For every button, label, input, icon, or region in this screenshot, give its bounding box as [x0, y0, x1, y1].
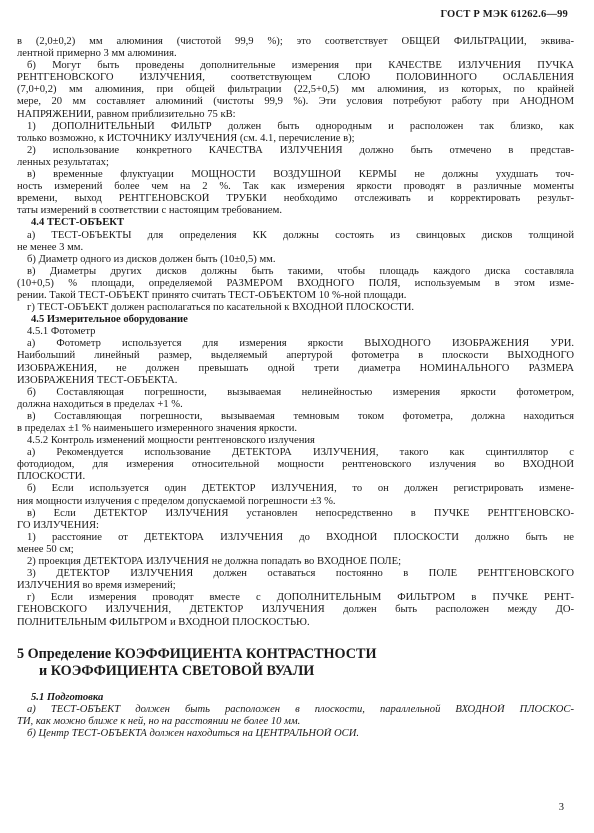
text-line: Наибольший линейный размер, выделяемый апертурой фотометра в плоскости ВЫХОДНОГО: [17, 350, 574, 362]
text-line: должна находиться в пределах +1 %.: [17, 398, 183, 410]
text-line: 2) проекция ДЕТЕКТОРА ИЗЛУЧЕНИЯ не должна попадать во ВХОДНОЕ ПОЛЕ;: [27, 556, 402, 568]
text-line: таты измерений в соответствии с настоящим требованием.: [17, 205, 282, 217]
text-line: а) Фотометр используется для измерения яркости ВЫХОДНОГО ИЗОБРАЖЕНИЯ УРИ.: [27, 338, 574, 350]
text-line: а) ТЕСТ-ОБЪЕКТЫ для определения КК должны состоять из свинцовых дисков толщиной: [27, 229, 574, 241]
text-line: менее 50 см;: [17, 543, 74, 555]
text-line: ТИ, как можно ближе к ней, но на расстоянии не более 10 мм.: [17, 715, 301, 727]
text-line: в (2,0±0,2) мм алюминия (чистотой 99,9 %); это соответствует ОБЩЕЙ ФИЛЬТРАЦИИ, эквива-: [17, 36, 574, 47]
text-line: НАПРЯЖЕНИИ, равном приблизительно 75 кВ:: [17, 108, 236, 120]
text-line: 1) расстояние от ДЕТЕКТОРА ИЗЛУЧЕНИЯ до ВХОДНОЙ ПЛОСКОСТИ должно быть не: [27, 531, 574, 543]
text-line: 4.5.1 Фотометр: [27, 326, 96, 338]
text-line: б) Центр ТЕСТ-ОБЪЕКТА должен находиться на ЦЕНТРАЛЬНОЙ ОСИ.: [27, 727, 360, 739]
text-line: ГО ИЗЛУЧЕНИЯ:: [17, 519, 100, 531]
text-line: не менее 3 мм.: [17, 241, 84, 253]
page-content: [17, 36, 574, 740]
text-line: в) временные флуктуации МОЩНОСТИ ВОЗДУШНОЙ КЕРМЫ не должны ухудшать точ-: [27, 169, 574, 181]
text-line: б) Диаметр одного из дисков должен быть (10±0,5) мм.: [27, 253, 276, 265]
text-line: ИЗОБРАЖЕНИЯ ТЕСТ-ОБЪЕКТА.: [17, 374, 178, 386]
text-line: г) Если измерения проводят вместе с ДОПОЛНИТЕЛЬНЫМ ФИЛЬТРОМ в ПУЧКЕ РЕНТ-: [27, 592, 574, 604]
text-line: г) ТЕСТ-ОБЪЕКТ должен располагаться по касательной к ВХОДНОЙ ПЛОСКОСТИ.: [27, 302, 415, 314]
text-line: ность измерений более чем на 2 %. Так как измерения яркости проводят в различные моменты: [17, 181, 574, 193]
text-line: фотодиодом, для измерения относительной мощности рентгеновского излучения во ВХОДНОЙ: [17, 459, 574, 471]
text-line: (7,0+0,2) мм алюминия, при общей фильтрации (22,5+0,5) мм алюминия, из которых, по крайней: [17, 84, 574, 96]
text-line: б) Если используется один ДЕТЕКТОР ИЗЛУЧЕНИЯ, то он должен регистрировать измене-: [27, 483, 574, 495]
text-line: а) ТЕСТ-ОБЪЕКТ должен быть расположен в плоскости, параллельной ВХОДНОЙ ПЛОСКОС-: [27, 703, 574, 715]
text-line: мере, 20 мм составляет алюминий (чистоты 99,9 %). Эти условия потребуют работу при АНОДНОМ: [17, 96, 574, 108]
text-line: 4.5 Измерительное оборудование: [31, 314, 188, 326]
text-line: 4.4 ТЕСТ-ОБЪЕКТ: [31, 217, 125, 229]
text-line: ленных результатах;: [17, 156, 109, 168]
text-line: РЕНТГЕНОВСКОГО ИЗЛУЧЕНИЯ, соответствующем СЛОЮ ПОЛОВИННОГО ОСЛАБЛЕНИЯ: [17, 72, 574, 84]
text-line: ИЗОБРАЖЕНИЯ, не должен превышать одной трети диаметра НОМИНАЛЬНОГО РАЗМЕРА: [17, 362, 574, 374]
text-line: в) Если ДЕТЕКТОР ИЗЛУЧЕНИЯ установлен непосредственно в ПУЧКЕ РЕНТГЕНОВСКО-: [27, 507, 574, 519]
text-line: времени, выход РЕНТГЕНОВСКОЙ ТРУБКИ необходимо отслеживать и корректировать результ-: [17, 193, 574, 205]
text-line: б) Могут быть проведены дополнительные измерения при КАЧЕСТВЕ ИЗЛУЧЕНИЯ ПУЧКА: [27, 60, 574, 72]
text-line: 1) ДОПОЛНИТЕЛЬНЫЙ ФИЛЬТР должен быть однородным и расположен так близко, как: [27, 120, 574, 132]
subsection-5-1: [17, 692, 574, 740]
text-line: только возможно, к ИСТОЧНИКУ ИЗЛУЧЕНИЯ (см. 4.1, перечисление в);: [17, 132, 355, 144]
text-line: лентной примерно 3 мм алюминия.: [17, 48, 177, 60]
text-line: 2) использование конкретного КАЧЕСТВА ИЗЛУЧЕНИЯ должно быть отмечено в представ-: [27, 144, 574, 156]
text-line: рении. Такой ТЕСТ-ОБЪЕКТ принято считать ТЕСТ-ОБЪЕКТОМ 10 %-ной площади.: [17, 289, 407, 301]
text-line: (10+0,5) % площади, определяемой РАЗМЕРОМ ВХОДНОГО ПОЛЯ, используемым в этом изме-: [17, 277, 574, 289]
text-line: в) Диаметры других дисков должны быть такими, чтобы площадь каждого диска составляла: [27, 265, 574, 277]
section-5-heading: [17, 646, 574, 680]
text-line: б) Составляющая погрешности, вызываемая нелинейностью измерения яркости фотометром,: [27, 386, 574, 398]
section-heading-line: 5 Определение КОЭФФИЦИЕНТА КОНТРАСТНОСТИ: [17, 645, 377, 662]
text-line: в) Составляющая погрешности, вызываемая темновым током фотометра, должна находиться: [27, 410, 574, 422]
text-line: 3) ДЕТЕКТОР ИЗЛУЧЕНИЯ должен оставаться постоянно в ПОЛЕ РЕНТГЕНОВСКОГО: [27, 568, 574, 580]
text-line: ния мощности излучения с пределом допускаемой погрешности ±3 %.: [17, 495, 336, 507]
text-line: ИЗЛУЧЕНИЯ во время измерений;: [17, 580, 176, 592]
text-line: ГЕНОВСКОГО ИЗЛУЧЕНИЯ, ДЕТЕКТОР ИЗЛУЧЕНИЯ должен быть расположен между ДО-: [17, 604, 574, 616]
text-line: 4.5.2 Контроль изменений мощности рентгеновского излучения: [27, 435, 315, 447]
page-number: 3: [558, 802, 564, 813]
text-line: ПОЛНИТЕЛЬНЫМ ФИЛЬТРОМ и ВХОДНОЙ ПЛОСКОСТЬЮ.: [17, 616, 310, 628]
standard-header: ГОСТ Р МЭК 61262.6—99: [440, 9, 568, 20]
text-line: в пределах ±1 % наименьшего измеренного значения яркости.: [17, 423, 298, 434]
text-line: ПЛОСКОСТИ.: [17, 471, 86, 483]
body-text: [17, 36, 574, 629]
section-heading-line: и КОЭФФИЦИЕНТА СВЕТОВОЙ ВУАЛИ: [39, 662, 315, 679]
text-line: а) Рекомендуется использование ДЕТЕКТОРА ИЗЛУЧЕНИЯ, такого как сцинтиллятор с: [27, 447, 574, 459]
text-line: 5.1 Подготовка: [31, 691, 104, 703]
